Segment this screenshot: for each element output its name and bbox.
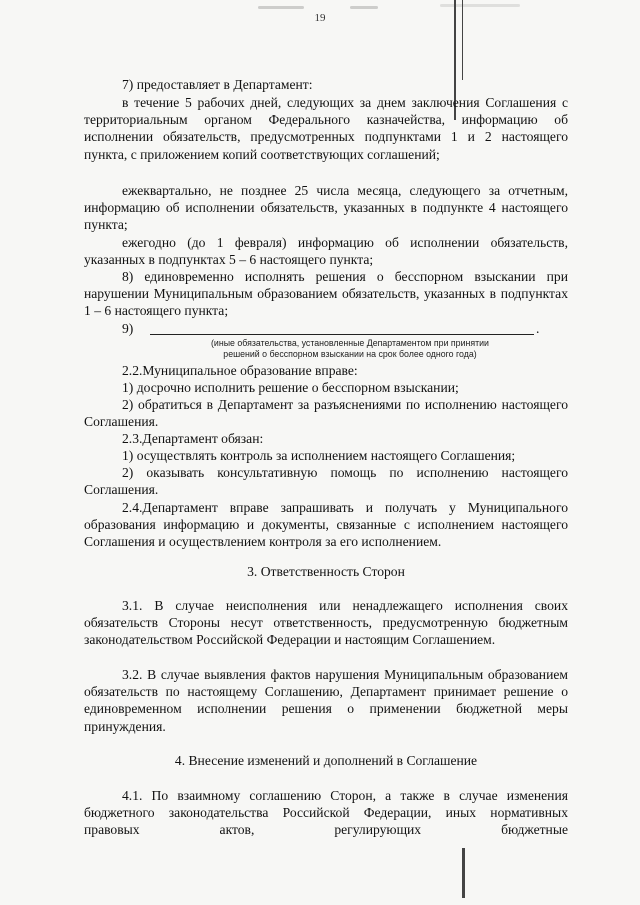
paragraph: 2.2.Муниципальное образование вправе: [122,363,358,378]
paragraph: 2.3.Департамент обязан: [122,431,264,446]
caption: решений о бесспорном взыскании на срок более одного года) [223,349,477,359]
scan-smudge [440,4,520,7]
caption: (иные обязательства, установленные Департаментом при принятии [211,338,489,348]
blank-end: . [536,321,540,336]
section-heading: 3. Ответственность Сторон [247,564,405,579]
paragraph: ежегодно (до 1 февраля) информацию об исполнении обязательств, указанных в подпунктах 5 – 6 настоящего пункта; [84,235,568,268]
paragraph: 1) осуществлять контроль за исполнением настоящего Соглашения; [122,448,516,463]
scan-binding-line [462,0,463,80]
section-heading: 4. Внесение изменений и дополнений в Соглашение [174,753,478,768]
page-number: 19 [314,12,326,24]
paragraph: в течение 5 рабочих дней, следующих за днем заключения Соглашения с территориальным органом Федерального казначейства, информацию об исполнении обязательств, предусмотренных подпунктами 1 и 2 настоящего пункта, с приложением копий соответствующих соглашений; [84,95,568,162]
paragraph: 3.2. В случае выявления фактов нарушения Муниципальным образованием обязательств по настоящему Соглашению, Департамент принимает решение о единовременном исполнении решения о применении бюджетной меры принуждения. [84,667,568,734]
paragraph: 2) оказывать консультативную помощь по исполнению настоящего Соглашения. [84,465,568,498]
paragraph: 7) предоставляет в Департамент: [122,77,313,92]
paragraph: ежеквартально, не позднее 25 числа месяца, следующего за отчетным, информацию об исполнении обязательств, указанных в подпункте 4 настоящего пункта; [84,183,568,233]
blank-fill-line [150,334,534,335]
paragraph: 8) единовременно исполнять решения о бесспорном взыскании при нарушении Муниципальным образованием обязательств, указанных в подпунктах 1 – 6 настоящего пункта; [84,269,568,319]
blank-item-label: 9) [122,321,134,336]
paragraph: 1) досрочно исполнить решение о бесспорном взыскании; [122,380,459,395]
scan-smudge [350,6,378,9]
paragraph: 3.1. В случае неисполнения или ненадлежащего исполнения своих обязательств Стороны несут ответственность, предусмотренную бюджетным законодательством Российской Федерации и настоящим Соглашением. [84,598,568,648]
paragraph: 4.1. По взаимному соглашению Сторон, а также в случае изменения бюджетного законодательства Российской Федерации, иных нормативных правовых актов, регулирующих бюджетные [84,788,568,838]
scan-binding-line [462,848,465,898]
paragraph: 2.4.Департамент вправе запрашивать и получать у Муниципального образования информацию и документы, связанные с исполнением настоящего Соглашения и осуществлением контроля за его исполнением. [84,500,568,550]
scan-smudge [258,6,304,9]
paragraph: 2) обратиться в Департамент за разъяснениями по исполнению настоящего Соглашения. [84,397,568,430]
